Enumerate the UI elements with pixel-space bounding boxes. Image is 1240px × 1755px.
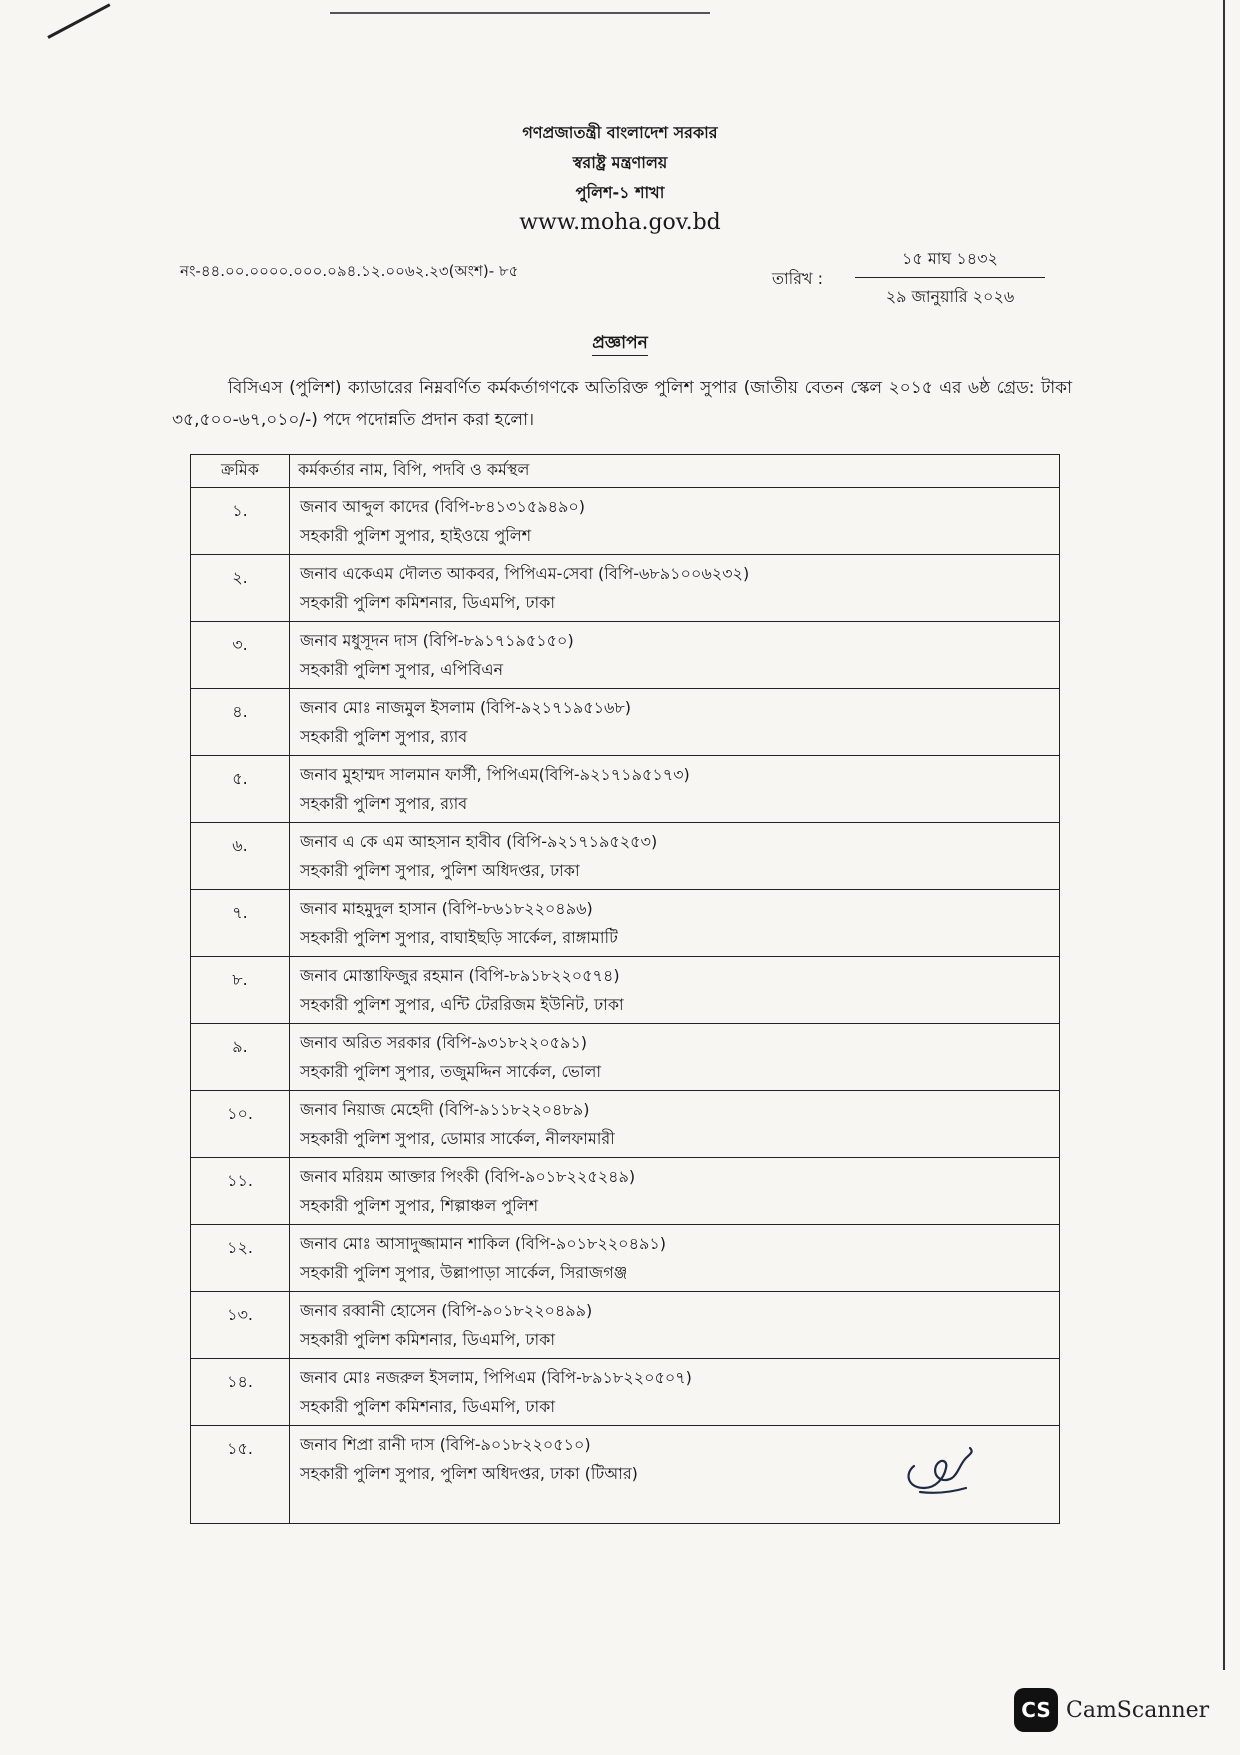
officer-post: সহকারী পুলিশ সুপার, শিল্পাঞ্চল পুলিশ [300, 1196, 539, 1215]
signature [900, 1444, 980, 1496]
table-row [191, 622, 1060, 689]
officer-cell [290, 622, 1060, 689]
table-header-row [191, 455, 1060, 488]
table-row [191, 890, 1060, 957]
table-row [191, 555, 1060, 622]
serial-cell: ১. [191, 488, 290, 555]
branch-name: পুলিশ-১ শাখা [575, 183, 665, 202]
date-bangla: ১৫ মাঘ ১৪৩২ [855, 246, 1045, 278]
officer-cell [290, 1225, 1060, 1292]
camscanner-logo-icon: CS [1014, 1688, 1058, 1732]
header-serial: ক্রমিক [191, 455, 290, 488]
serial-cell: ৬. [191, 823, 290, 890]
officer-cell [290, 1292, 1060, 1359]
table-row [191, 1225, 1060, 1292]
pen-stroke-mark [47, 3, 110, 39]
serial-cell: ৪. [191, 689, 290, 756]
serial-cell: ১০. [191, 1091, 290, 1158]
officer-cell [290, 1024, 1060, 1091]
serial-cell: ২. [191, 555, 290, 622]
officer-cell [290, 689, 1060, 756]
website-url: www.moha.gov.bd [519, 210, 721, 235]
table-row [191, 756, 1060, 823]
officer-name: জনাব মোস্তাফিজুর রহমান (বিপি-৮৯১৮২২০৫৭৪) [300, 966, 620, 985]
officers-table [190, 454, 1060, 1524]
officer-name: জনাব একেএম দৌলত আকবর, পিপিএম-সেবা (বিপি-৬৮৯১০০৬২৩২) [300, 564, 750, 583]
memo-number: নং-৪৪.০০.০০০০.০০০.০৯৪.১২.০০৬২.২৩(অংশ)- ৮৫ [180, 262, 519, 280]
serial-cell: ৯. [191, 1024, 290, 1091]
officer-post: সহকারী পুলিশ সুপার, পুলিশ অধিদপ্তর, ঢাকা [300, 861, 580, 880]
officer-name: জনাব মোঃ নজরুল ইসলাম, পিপিএম (বিপি-৮৯১৮২২০৫০৭) [300, 1368, 692, 1387]
serial-cell: ৭. [191, 890, 290, 957]
notification-body: বিসিএস (পুলিশ) ক্যাডারের নিম্নবর্ণিত কর্মকর্তাগণকে অতিরিক্ত পুলিশ সুপার (জাতীয় বেতন স্কেল ২০১৫ এর ৬ষ্ঠ গ্রেড: টাকা ৩৫,৫০০-৬৭,০১০/-) পদে পদোন্নতি প্রদান করা হলো। [172, 378, 1072, 430]
officer-cell [290, 756, 1060, 823]
officer-post: সহকারী পুলিশ সুপার, বাঘাইছড়ি সার্কেল, রাঙ্গামাটি [300, 928, 618, 947]
serial-cell: ৩. [191, 622, 290, 689]
header-officer-details: কর্মকর্তার নাম, বিপি, পদবি ও কর্মস্থল [290, 455, 1060, 488]
table-row [191, 1091, 1060, 1158]
government-name: গণপ্রজাতন্ত্রী বাংলাদেশ সরকার [522, 123, 718, 142]
table-row [191, 823, 1060, 890]
table-row [191, 1359, 1060, 1426]
table-row [191, 689, 1060, 756]
serial-cell: ৮. [191, 957, 290, 1024]
officer-name: জনাব শিপ্রা রানী দাস (বিপি-৯০১৮২২০৫১০) [300, 1435, 591, 1454]
officer-post: সহকারী পুলিশ সুপার, র‍্যাব [300, 727, 468, 746]
officer-name: জনাব আব্দুল কাদের (বিপি-৮৪১৩১৫৯৪৯০) [300, 497, 586, 516]
officer-post: সহকারী পুলিশ কমিশনার, ডিএমপি, ঢাকা [300, 593, 556, 612]
serial-cell: ১৪. [191, 1359, 290, 1426]
officer-cell [290, 488, 1060, 555]
officer-name: জনাব মরিয়ম আক্তার পিংকী (বিপি-৯০১৮২২৫২৪৯) [300, 1167, 636, 1186]
officer-post: সহকারী পুলিশ সুপার, তজুমদ্দিন সার্কেল, ভোলা [300, 1062, 602, 1081]
officer-name: জনাব মাহমুদুল হাসান (বিপি-৮৬১৮২২০৪৯৬) [300, 899, 593, 918]
officer-name: জনাব মোঃ আসাদুজ্জামান শাকিল (বিপি-৯০১৮২২০৪৯১) [300, 1234, 666, 1253]
officer-cell [290, 1359, 1060, 1426]
officer-post: সহকারী পুলিশ সুপার, পুলিশ অধিদপ্তর, ঢাকা (টিআর) [300, 1464, 638, 1483]
officer-post: সহকারী পুলিশ কমিশনার, ডিএমপি, ঢাকা [300, 1397, 556, 1416]
serial-cell: ১১. [191, 1158, 290, 1225]
officer-cell [290, 957, 1060, 1024]
officer-cell [290, 890, 1060, 957]
serial-cell: ৫. [191, 756, 290, 823]
officer-post: সহকারী পুলিশ কমিশনার, ডিএমপি, ঢাকা [300, 1330, 556, 1349]
serial-cell: ১২. [191, 1225, 290, 1292]
officer-post: সহকারী পুলিশ সুপার, ডোমার সার্কেল, নীলফামারী [300, 1129, 615, 1148]
officer-name: জনাব মোঃ নাজমুল ইসলাম (বিপি-৯২১৭১৯৫১৬৮) [300, 698, 632, 717]
table-row [191, 1024, 1060, 1091]
notification-title-text: প্রজ্ঞাপন [592, 333, 648, 356]
camscanner-watermark: CamScanner [1066, 1698, 1210, 1723]
officer-name: জনাব এ কে এম আহসান হাবীব (বিপি-৯২১৭১৯৫২৫৩) [300, 832, 658, 851]
date-gregorian: ২৯ জানুয়ারি ২০২৬ [885, 287, 1015, 306]
officer-name: জনাব নিয়াজ মেহেদী (বিপি-৯১১৮২২০৪৮৯) [300, 1100, 590, 1119]
officer-cell [290, 1158, 1060, 1225]
officer-name: জনাব অরিত সরকার (বিপি-৯৩১৮২২০৫৯১) [300, 1033, 587, 1052]
notification-title [0, 330, 1240, 358]
officer-post: সহকারী পুলিশ সুপার, এপিবিএন [300, 660, 504, 679]
serial-cell: ১৫. [191, 1426, 290, 1524]
officer-post: সহকারী পুলিশ সুপার, র‍্যাব [300, 794, 468, 813]
officer-post: সহকারী পুলিশ সুপার, হাইওয়ে পুলিশ [300, 526, 532, 545]
page-edge-line [1223, 0, 1225, 1670]
table-row [191, 488, 1060, 555]
officer-cell [290, 1091, 1060, 1158]
serial-cell: ১৩. [191, 1292, 290, 1359]
table-row [191, 1292, 1060, 1359]
top-rule-line [330, 12, 710, 14]
ministry-name: স্বরাষ্ট্র মন্ত্রণালয় [572, 153, 668, 172]
officer-post: সহকারী পুলিশ সুপার, উল্লাপাড়া সার্কেল, সিরাজগঞ্জ [300, 1263, 628, 1282]
officer-cell [290, 823, 1060, 890]
date-label: তারিখ : [772, 269, 824, 288]
table-row [191, 957, 1060, 1024]
officer-post: সহকারী পুলিশ সুপার, এন্টি টেররিজম ইউনিট, ঢাকা [300, 995, 624, 1014]
officer-name: জনাব মুহাম্মদ সালমান ফার্সী, পিপিএম(বিপি-৯২১৭১৯৫১৭৩) [300, 765, 690, 784]
date-block [855, 246, 1045, 311]
officer-cell [290, 555, 1060, 622]
officer-name: জনাব মধুসূদন দাস (বিপি-৮৯১৭১৯৫১৫০) [300, 631, 574, 650]
officer-name: জনাব রব্বানী হোসেন (বিপি-৯০১৮২২০৪৯৯) [300, 1301, 593, 1320]
table-row [191, 1158, 1060, 1225]
